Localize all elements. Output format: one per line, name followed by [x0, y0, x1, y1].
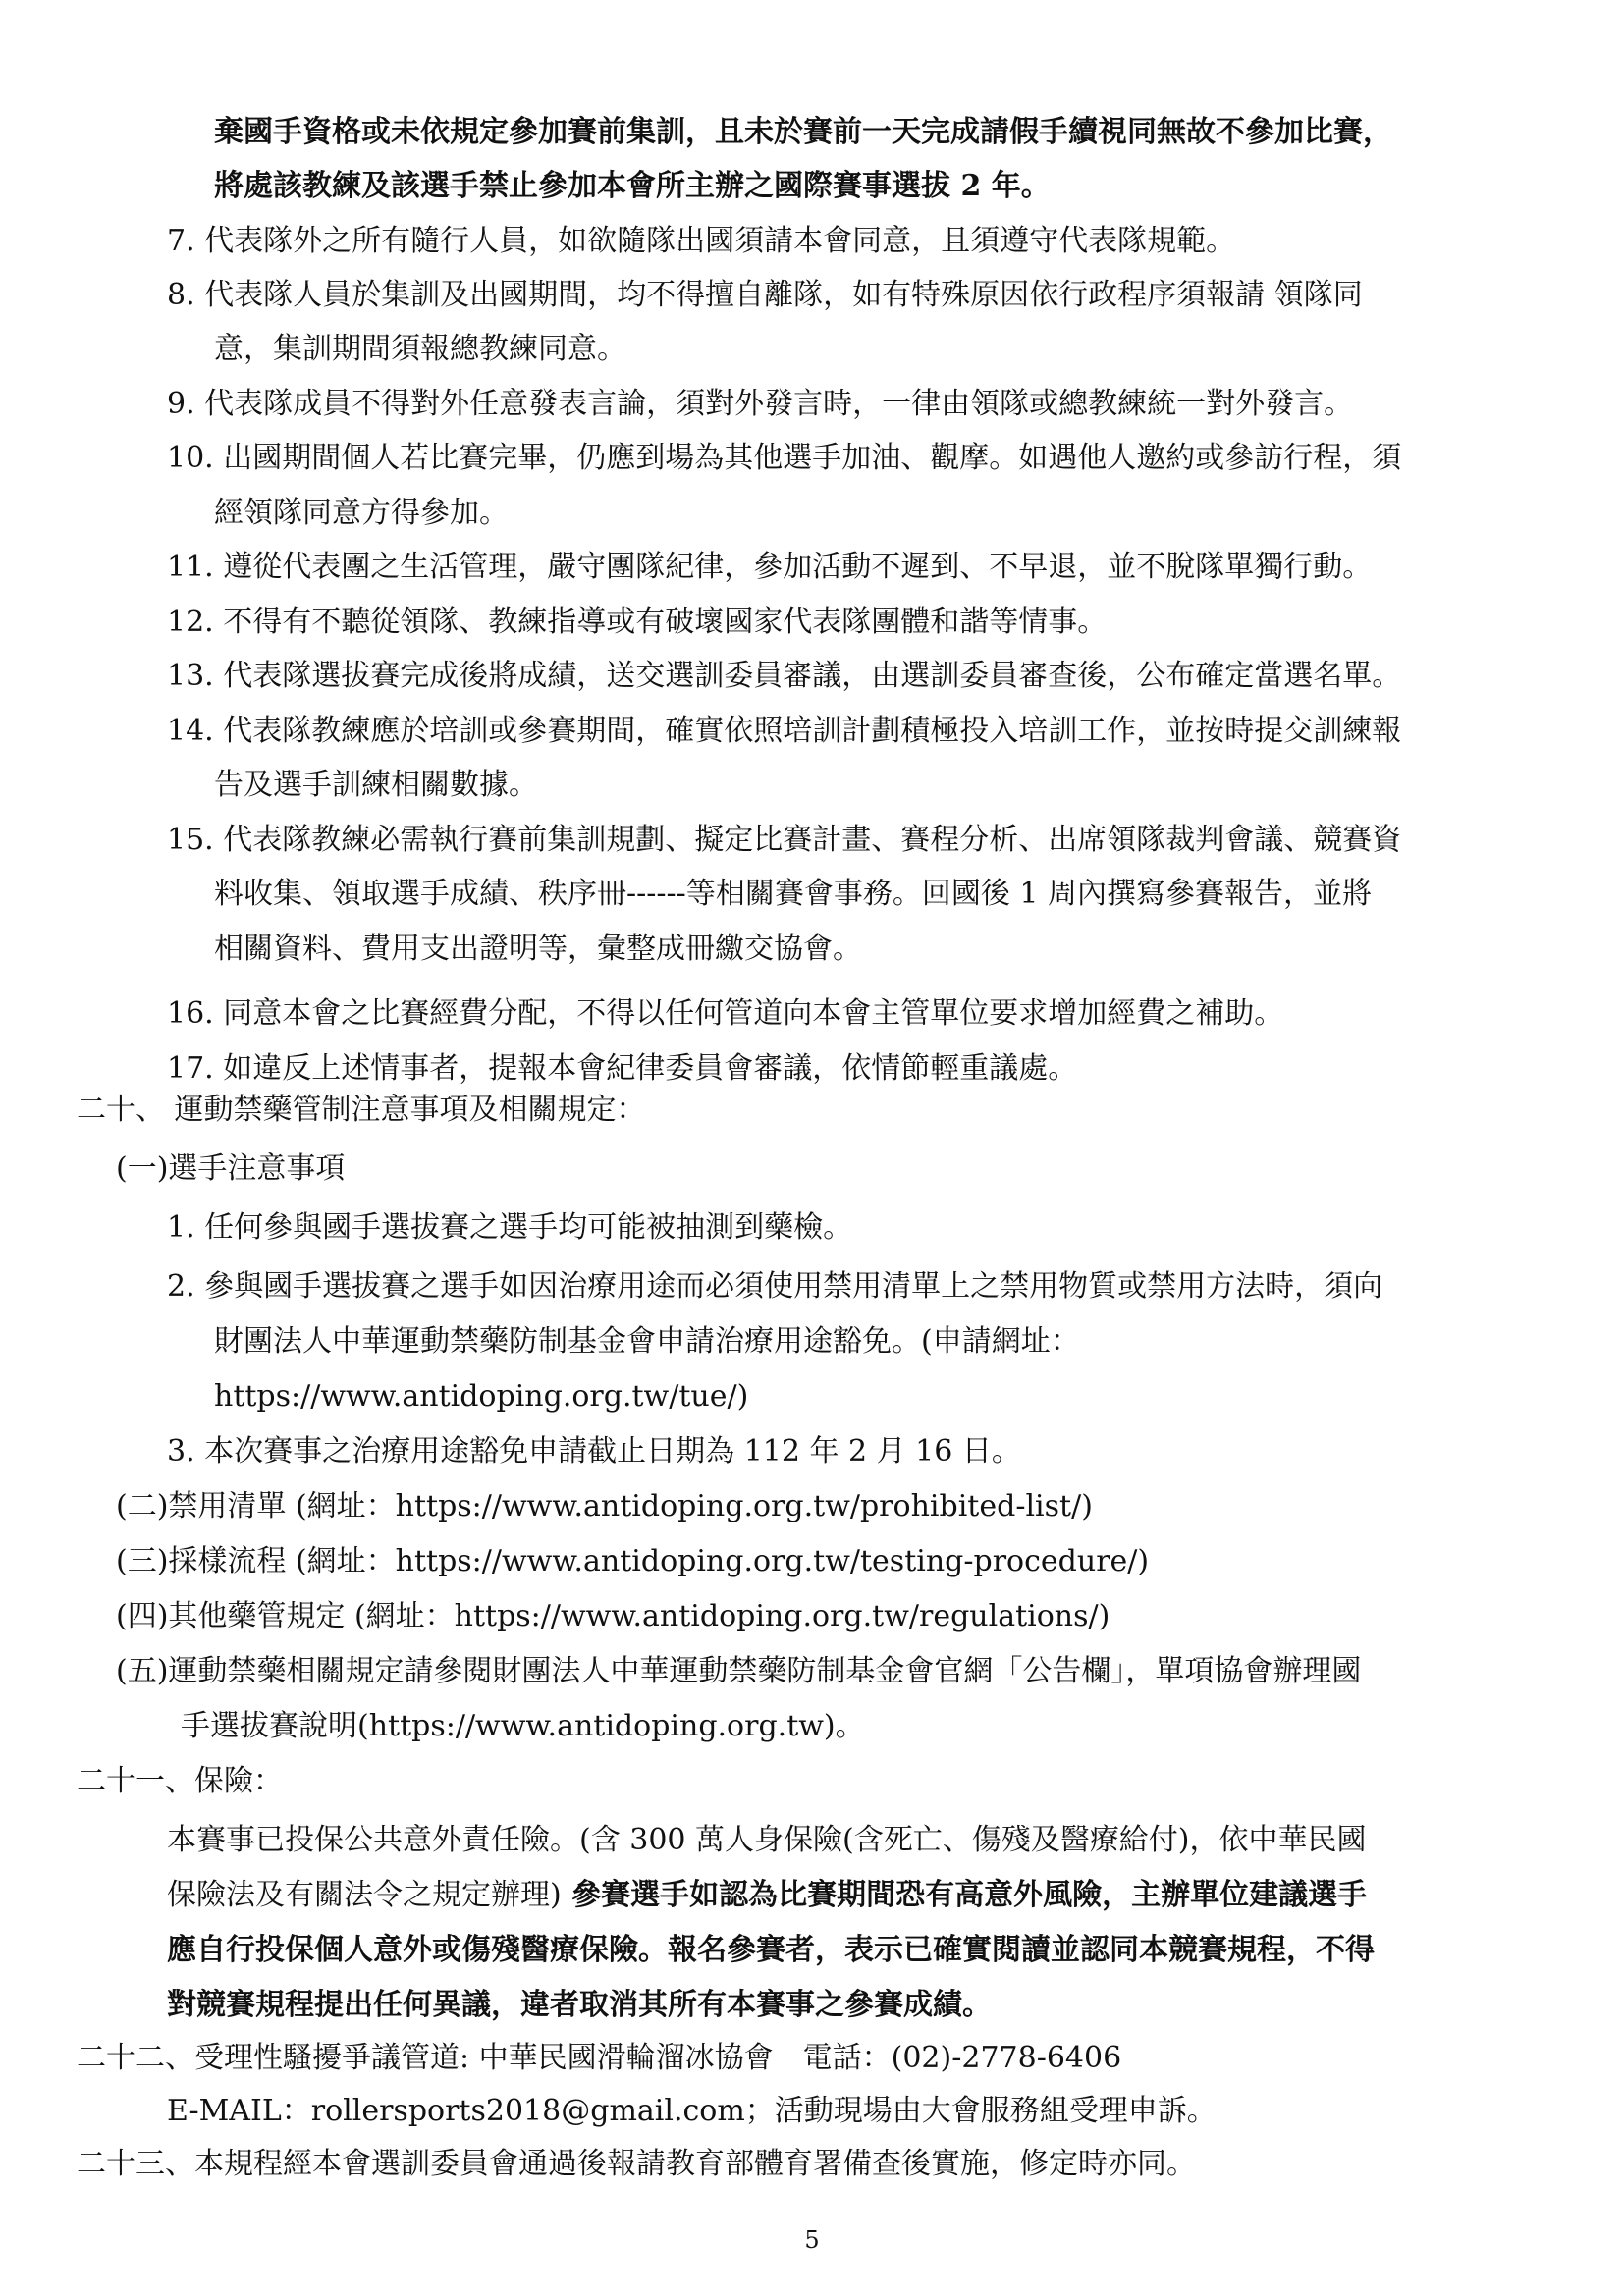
text-line — [167, 1878, 1368, 1912]
text-line: 相關資料、費用支出證明等，彙整成冊繳交協會。 — [214, 932, 862, 966]
list-item: 3. 本次賽事之治療用途豁免申請截止日期為 112 年 2 月 16 日。 — [167, 1434, 1021, 1468]
list-item: 7. 代表隊外之所有隨行人員，如欲隨隊出國須請本會同意，且須遵守代表隊規範。 — [167, 224, 1236, 258]
list-item: 17. 如違反上述情事者，提報本會紀律委員會審議，依情節輕重議處。 — [167, 1051, 1078, 1086]
subsection-heading: (三)採樣流程 (網址：https://www.antidoping.org.tw/testing-procedure/) — [116, 1544, 1150, 1578]
text-line: 棄國手資格或未依規定參加賽前集訓，且未於賽前一天完成請假手續視同無故不參加比賽， — [214, 115, 1392, 149]
subsection-heading: (五)運動禁藥相關規定請參閱財團法人中華運動禁藥防制基金會官網「公告欄」，單項協會辦理國 — [116, 1654, 1362, 1688]
page-number: 5 — [804, 2226, 820, 2254]
text-line: 告及選手訓練相關數據。 — [214, 768, 538, 802]
text-line: 手選拔賽說明(https://www.antidoping.org.tw)。 — [181, 1709, 865, 1743]
list-item: 8. 代表隊人員於集訓及出國期間，均不得擅自離隊，如有特殊原因依行政程序須報請 領隊同 — [167, 278, 1363, 312]
section-heading: 二十一、保險： — [77, 1764, 283, 1798]
text-line: 本賽事已投保公共意外責任險。(含 300 萬人身保險(含死亡、傷殘及醫療給付)，依中華民國 — [167, 1823, 1367, 1857]
list-item: 9. 代表隊成員不得對外任意發表言論，須對外發言時，一律由領隊或總教練統一對外發言。 — [167, 387, 1354, 421]
section-heading: 二十三、本規程經本會選訓委員會通過後報請教育部體育署備查後實施，修定時亦同。 — [77, 2147, 1196, 2181]
list-item: 1. 任何參與國手選拔賽之選手均可能被抽測到藥檢。 — [167, 1210, 853, 1245]
list-item: 13. 代表隊選拔賽完成後將成績，送交選訓委員審議，由選訓委員審查後，公布確定當選名單。 — [167, 659, 1402, 693]
text-line: 意，集訓期間須報總教練同意。 — [214, 332, 626, 366]
list-item: 15. 代表隊教練必需執行賽前集訓規劃、擬定比賽計畫、賽程分析、出席領隊裁判會議、競賽資 — [167, 823, 1402, 857]
list-item: 12. 不得有不聽從領隊、教練指導或有破壞國家代表隊團體和諧等情事。 — [167, 605, 1108, 639]
list-item: 10. 出國期間個人若比賽完畢，仍應到場為其他選手加油、觀摩。如遇他人邀約或參訪行程，須 — [167, 441, 1402, 475]
list-item: 2. 參與國手選拔賽之選手如因治療用途而必須使用禁用清單上之禁用物質或禁用方法時，須向 — [167, 1269, 1383, 1304]
section-heading: 二十二、受理性騷擾爭議管道: 中華民國滑輪溜冰協會 電話：(02)-2778-6406 — [77, 2041, 1122, 2075]
list-item: 14. 代表隊教練應於培訓或參賽期間，確實依照培訓計劃積極投入培訓工作，並按時提交訓練報 — [167, 714, 1402, 748]
list-item: 11. 遵從代表團之生活管理，嚴守團隊紀律，參加活動不遲到、不早退，並不脫隊單獨行動。 — [167, 550, 1373, 584]
text-span-bold: 參賽選手如認為比賽期間恐有高意外風險，主辦單位建議選手 — [561, 1878, 1368, 1912]
text-line: 經領隊同意方得參加。 — [214, 496, 509, 530]
contact-line: E-MAIL：rollersports2018@gmail.com；活動現場由大會服務組受理申訴。 — [167, 2094, 1217, 2128]
url-text: https://www.antidoping.org.tw/tue/) — [214, 1379, 749, 1414]
text-line: 財團法人中華運動禁藥防制基金會申請治療用途豁免。(申請網址： — [214, 1324, 1080, 1359]
text-line: 將處該教練及該選手禁止參加本會所主辦之國際賽事選拔 2 年。 — [214, 169, 1051, 203]
subsection-heading: (一)選手注意事項 — [116, 1151, 346, 1186]
text-span: 保險法及有關法令之規定辦理) — [167, 1878, 562, 1912]
subsection-heading: (四)其他藥管規定 (網址：https://www.antidoping.org.tw/regulations/) — [116, 1599, 1110, 1633]
section-heading: 二十、 運動禁藥管制注意事項及相關規定： — [77, 1093, 646, 1127]
text-line: 料收集、領取選手成績、秩序冊------等相關賽會事務。回國後 1 周內撰寫參賽報告，並將 — [214, 877, 1372, 911]
list-item: 16. 同意本會之比賽經費分配，不得以任何管道向本會主管單位要求增加經費之補助。 — [167, 996, 1284, 1031]
text-line: 應自行投保個人意外或傷殘醫療保險。報名參賽者，表示已確實閱讀並認同本競賽規程，不得 — [167, 1933, 1375, 1967]
text-line: 對競賽規程提出任何異議，違者取消其所有本賽事之參賽成績。 — [167, 1988, 992, 2022]
subsection-heading: (二)禁用清單 (網址：https://www.antidoping.org.tw/prohibited-list/) — [116, 1489, 1093, 1523]
